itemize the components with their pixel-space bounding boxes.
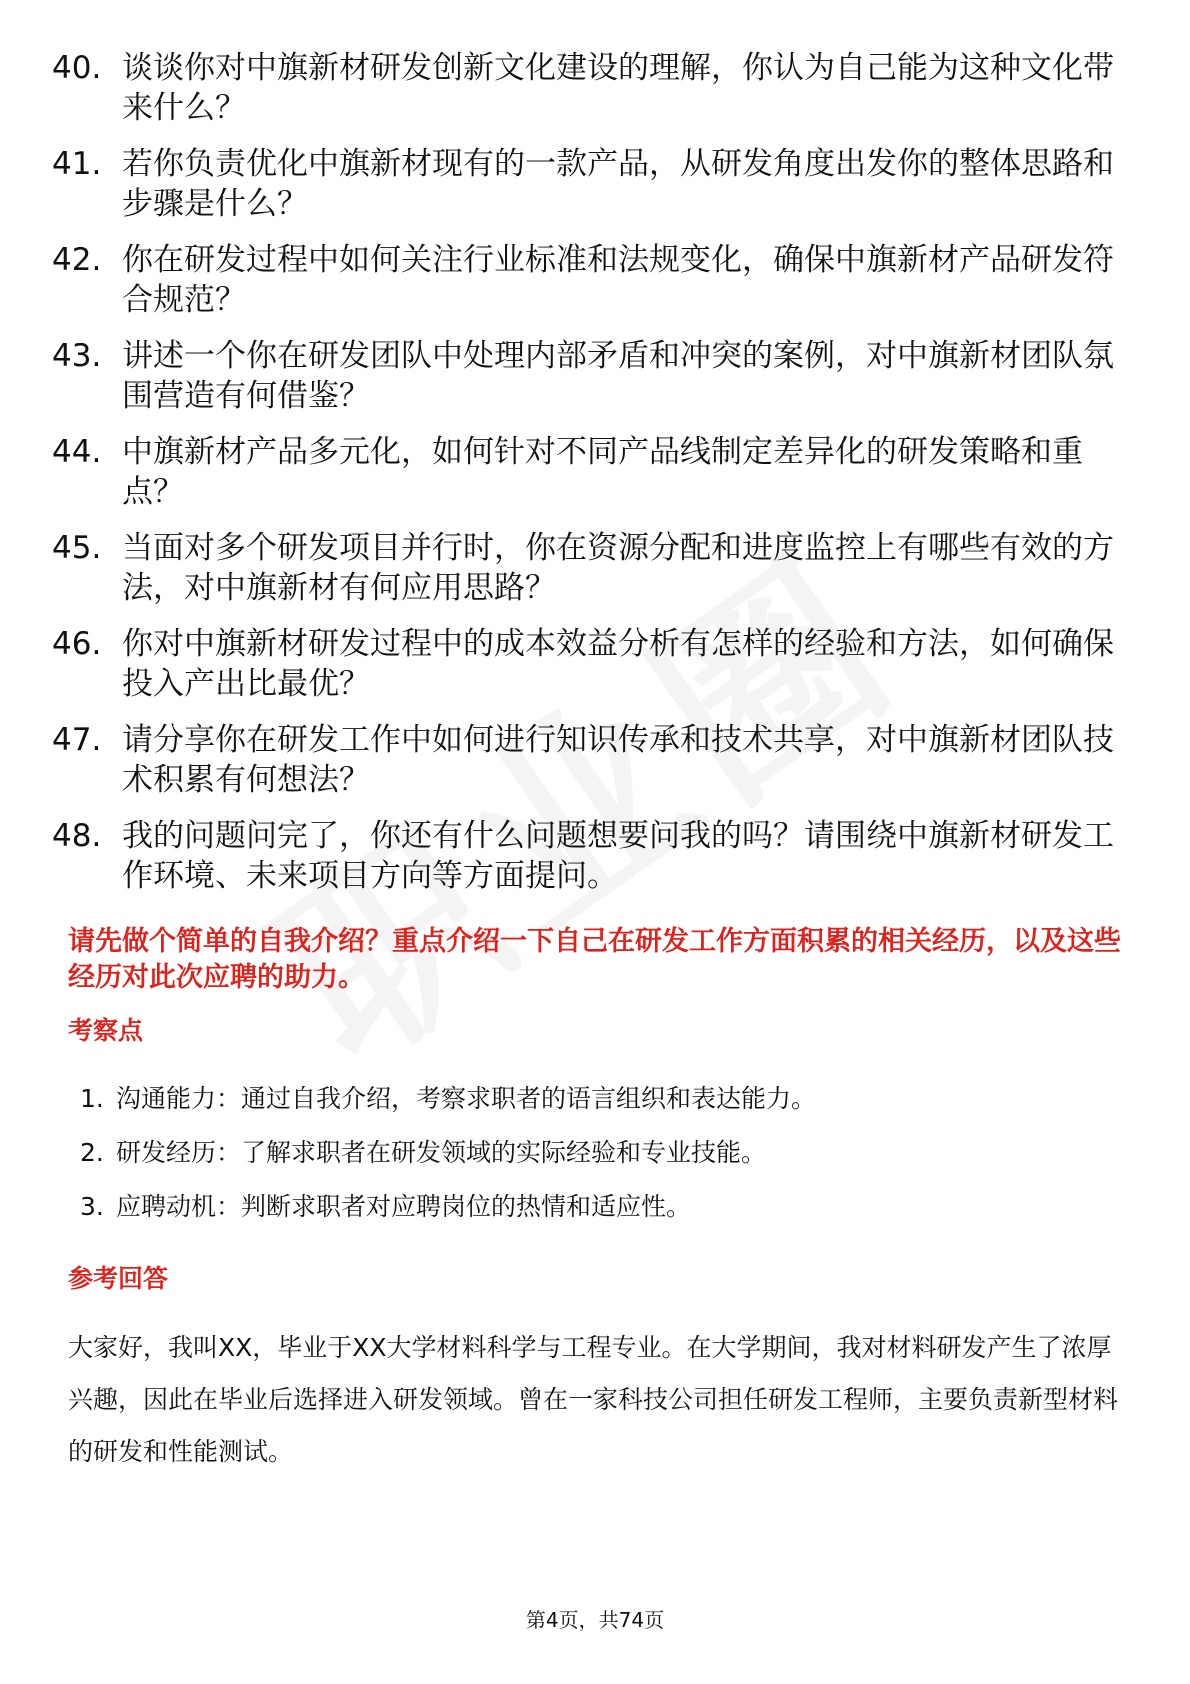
question-item bbox=[52, 336, 1132, 416]
question-text: 你在研发过程中如何关注行业标准和法规变化，确保中旗新材产品研发符合规范？ bbox=[122, 242, 1114, 318]
question-item bbox=[52, 240, 1132, 320]
question-item bbox=[52, 432, 1132, 512]
question-text: 若你负责优化中旗新材现有的一款产品，从研发角度出发你的整体思路和步骤是什么？ bbox=[122, 146, 1114, 222]
question-text: 请分享你在研发工作中如何进行知识传承和技术共享，对中旗新材团队技术积累有何想法？ bbox=[122, 722, 1114, 798]
question-number: 48. bbox=[52, 818, 102, 854]
question-number: 44. bbox=[52, 434, 102, 470]
question-number: 43. bbox=[52, 338, 102, 374]
reference-answer: 大家好，我叫XX，毕业于XX大学材料科学与工程专业。在大学期间，我对材料研发产生了浓厚兴趣，因此在毕业后选择进入研发领域。曾在一家科技公司担任研发工程师，主要负责新型材料的研发和性能测试。 bbox=[68, 1333, 1119, 1466]
assessment-list bbox=[68, 1082, 1118, 1244]
question-item bbox=[52, 720, 1132, 800]
reference-heading: 参考回答 bbox=[68, 1264, 169, 1293]
question-number: 47. bbox=[52, 722, 102, 758]
question-number: 41. bbox=[52, 146, 102, 182]
question-text: 中旗新材产品多元化，如何针对不同产品线制定差异化的研发策略和重点？ bbox=[122, 434, 1083, 510]
question-text: 你对中旗新材研发过程中的成本效益分析有怎样的经验和方法，如何确保投入产出比最优？ bbox=[122, 626, 1114, 702]
point-text: 应聘动机：判断求职者对应聘岗位的热情和适应性。 bbox=[116, 1192, 692, 1221]
question-text: 当面对多个研发项目并行时，你在资源分配和进度监控上有哪些有效的方法，对中旗新材有何应用思路？ bbox=[122, 530, 1114, 606]
intro-question: 请先做个简单的自我介绍？重点介绍一下自己在研发工作方面积累的相关经历，以及这些经历对此次应聘的助力。 bbox=[68, 926, 1121, 993]
assessment-point bbox=[68, 1082, 1118, 1136]
question-number: 40. bbox=[52, 50, 102, 86]
question-item bbox=[52, 144, 1132, 224]
point-text: 沟通能力：通过自我介绍，考察求职者的语言组织和表达能力。 bbox=[116, 1084, 817, 1113]
question-list bbox=[52, 48, 1132, 912]
question-item bbox=[52, 528, 1132, 608]
assessment-point bbox=[68, 1136, 1118, 1190]
point-text: 研发经历：了解求职者在研发领域的实际经验和专业技能。 bbox=[116, 1138, 767, 1167]
question-text: 我的问题问完了，你还有什么问题想要问我的吗？请围绕中旗新材研发工作环境、未来项目方向等方面提问。 bbox=[122, 818, 1114, 894]
question-item bbox=[52, 48, 1132, 128]
point-number: 1. bbox=[80, 1084, 104, 1113]
page-footer: 第4页，共74页 bbox=[525, 1608, 665, 1632]
question-text: 讲述一个你在研发团队中处理内部矛盾和冲突的案例，对中旗新材团队氛围营造有何借鉴？ bbox=[122, 338, 1114, 414]
question-number: 42. bbox=[52, 242, 102, 278]
question-text: 谈谈你对中旗新材研发创新文化建设的理解，你认为自己能为这种文化带来什么？ bbox=[122, 50, 1114, 126]
question-number: 46. bbox=[52, 626, 102, 662]
assessment-point bbox=[68, 1190, 1118, 1244]
assessment-heading: 考察点 bbox=[68, 1016, 144, 1045]
point-number: 2. bbox=[80, 1138, 104, 1167]
point-number: 3. bbox=[80, 1192, 104, 1221]
question-item bbox=[52, 624, 1132, 704]
question-item bbox=[52, 816, 1132, 896]
question-number: 45. bbox=[52, 530, 102, 566]
